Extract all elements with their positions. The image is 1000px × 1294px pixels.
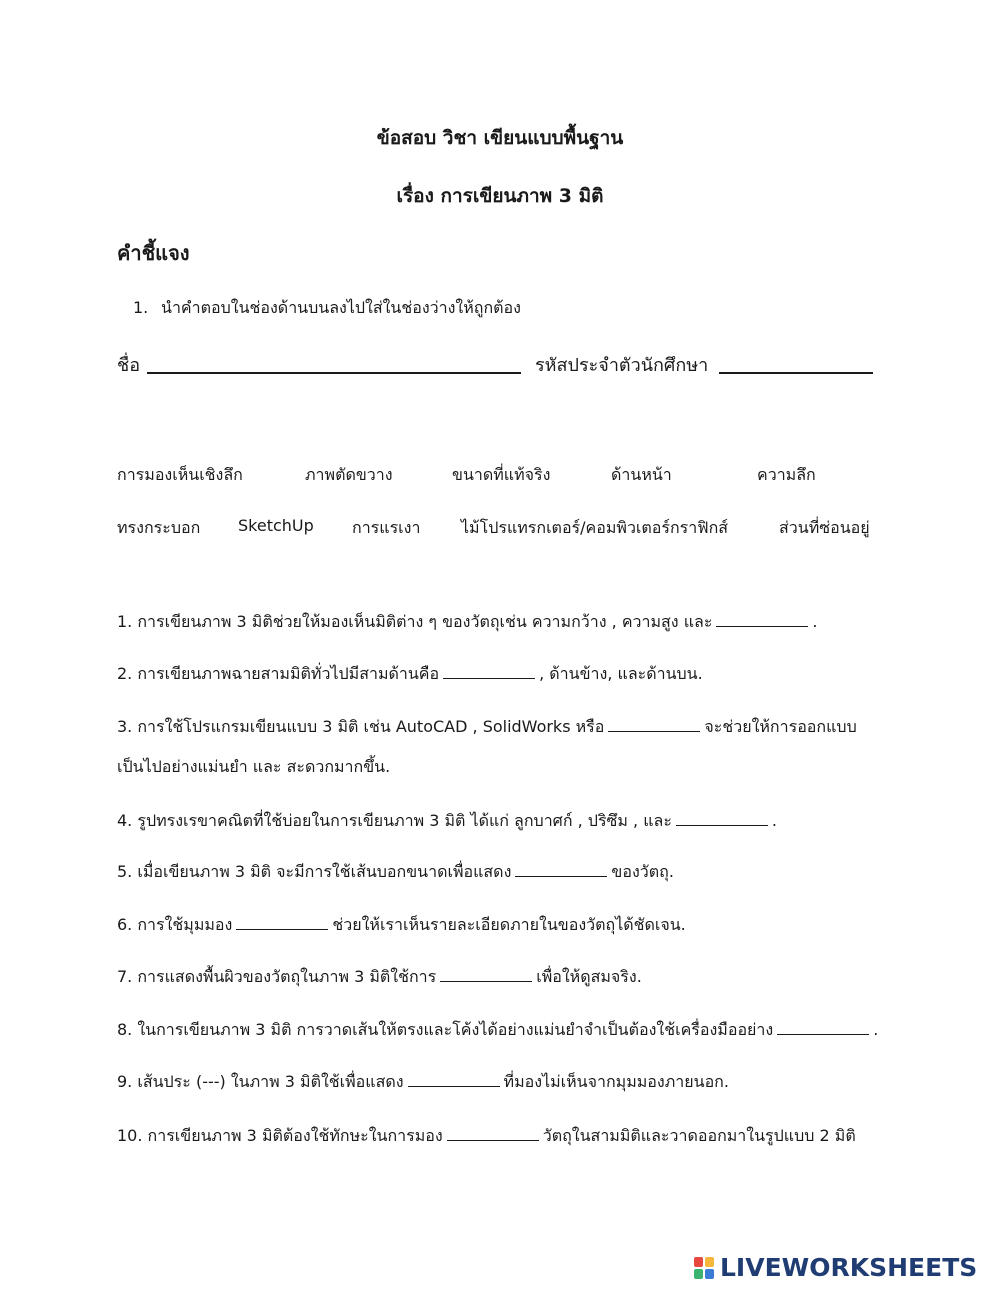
answer-blank[interactable] xyxy=(447,1126,539,1141)
student-info-row xyxy=(117,350,877,380)
liveworksheets-badge-icon xyxy=(694,1257,716,1281)
question-text: 4. รูปทรงเรขาคณิตที่ใช้บ่อยในการเขียนภาพ 3 มิติ ได้แก่ ลูกบาศก์ , ปริซึม , และ xyxy=(117,811,672,830)
word-bank-item: ส่วนที่ซ่อนอยู่ xyxy=(779,518,870,537)
name-field[interactable] xyxy=(147,372,521,374)
question-2 xyxy=(117,654,887,694)
exam-title: ข้อสอบ วิชา เขียนแบบพื้นฐาน xyxy=(376,127,624,149)
question-9 xyxy=(117,1062,887,1102)
question-text: 1. การเขียนภาพ 3 มิติช่วยให้มองเห็นมิติต่าง ๆ ของวัตถุเช่น ความกว้าง , ความสูง และ xyxy=(117,612,713,631)
question-text-after: วัตถุในสามมิติและวาดออกมาในรูปแบบ 2 มิติ xyxy=(542,1126,856,1145)
question-text-continued: เป็นไปอย่างแม่นยำ และ สะดวกมากขึ้น. xyxy=(117,757,391,776)
question-text-after: ของวัตถุ. xyxy=(611,862,674,881)
question-text: 7. การแสดงพื้นผิวของวัตถุในภาพ 3 มิติใช้การ xyxy=(117,967,437,986)
word-bank-item: ไม้โปรแทรกเตอร์/คอมพิวเตอร์กราฟิกส์ xyxy=(461,518,729,537)
word-bank-item: ทรงกระบอก xyxy=(117,518,201,537)
name-label: ชื่อ xyxy=(117,355,141,376)
question-text-after: ที่มองไม่เห็นจากมุมมองภายนอก. xyxy=(503,1072,729,1091)
question-text-after: . xyxy=(873,1020,879,1039)
question-4 xyxy=(117,801,887,841)
word-bank-item: ความลึก xyxy=(757,465,816,484)
answer-blank[interactable] xyxy=(777,1020,869,1035)
question-8 xyxy=(117,1010,887,1050)
question-text-after: เพื่อให้ดูสมจริง. xyxy=(536,967,642,986)
word-bank-item: การแรเงา xyxy=(352,518,421,537)
answer-blank[interactable] xyxy=(676,811,768,826)
answer-blank[interactable] xyxy=(236,915,328,930)
answer-blank[interactable] xyxy=(443,664,535,679)
question-text: 9. เส้นประ (---) ในภาพ 3 มิติใช้เพื่อแสดง xyxy=(117,1072,404,1091)
question-text: 10. การเขียนภาพ 3 มิติต้องใช้ทักษะในการมอง xyxy=(117,1126,443,1145)
question-5 xyxy=(117,852,887,892)
answer-blank[interactable] xyxy=(408,1072,500,1087)
word-bank-row-1 xyxy=(117,463,877,489)
question-text: 8. ในการเขียนภาพ 3 มิติ การวาดเส้นให้ตรงและโค้งได้อย่างแม่นยำจำเป็นต้องใช้เครื่องมืออย่าง xyxy=(117,1020,774,1039)
question-3 xyxy=(117,707,887,787)
word-bank-item: SketchUp xyxy=(238,516,314,535)
question-text: 3. การใช้โปรแกรมเขียนแบบ 3 มิติ เช่น AutoCAD , SolidWorks หรือ xyxy=(117,717,605,736)
answer-blank[interactable] xyxy=(440,967,532,982)
question-text-after: , ด้านข้าง, และด้านบน. xyxy=(539,664,703,683)
student-id-label: รหัสประจำตัวนักศึกษา xyxy=(535,355,709,376)
question-text: 2. การเขียนภาพฉายสามมิติทั่วไปมีสามด้านคือ xyxy=(117,664,440,683)
logo-text: LIVEWORKSHEETS xyxy=(720,1253,978,1282)
word-bank-item: ภาพตัดขวาง xyxy=(305,465,393,484)
question-text-after: จะช่วยให้การออกแบบ xyxy=(704,717,857,736)
instruction-text: นำคำตอบในช่องด้านบนลงไปใส่ในช่องว่างให้ถูกต้อง xyxy=(161,298,521,317)
question-6 xyxy=(117,905,887,945)
instruction-item xyxy=(133,296,521,321)
question-1 xyxy=(117,602,887,642)
word-bank-row-2 xyxy=(117,516,877,542)
instructions-heading: คำชี้แจง xyxy=(117,241,190,265)
question-text-after: . xyxy=(812,612,818,631)
question-7 xyxy=(117,957,887,997)
student-id-field[interactable] xyxy=(719,372,873,374)
answer-blank[interactable] xyxy=(515,862,607,877)
question-text: 6. การใช้มุมมอง xyxy=(117,915,233,934)
question-text-after: . xyxy=(771,811,777,830)
answer-blank[interactable] xyxy=(716,612,808,627)
word-bank-item: การมองเห็นเชิงลึก xyxy=(117,465,243,484)
question-text: 5. เมื่อเขียนภาพ 3 มิติ จะมีการใช้เส้นบอกขนาดเพื่อแสดง xyxy=(117,862,512,881)
question-10 xyxy=(117,1116,887,1156)
word-bank-item: ด้านหน้า xyxy=(611,465,672,484)
question-text-after: ช่วยให้เราเห็นรายละเอียดภายในของวัตถุได้ชัดเจน. xyxy=(332,915,686,934)
word-bank-item: ขนาดที่แท้จริง xyxy=(452,465,551,484)
instruction-number: 1. xyxy=(133,298,149,317)
exam-subtitle: เรื่อง การเขียนภาพ 3 มิติ xyxy=(396,185,604,207)
answer-blank[interactable] xyxy=(608,717,700,732)
liveworksheets-logo xyxy=(694,1253,990,1287)
